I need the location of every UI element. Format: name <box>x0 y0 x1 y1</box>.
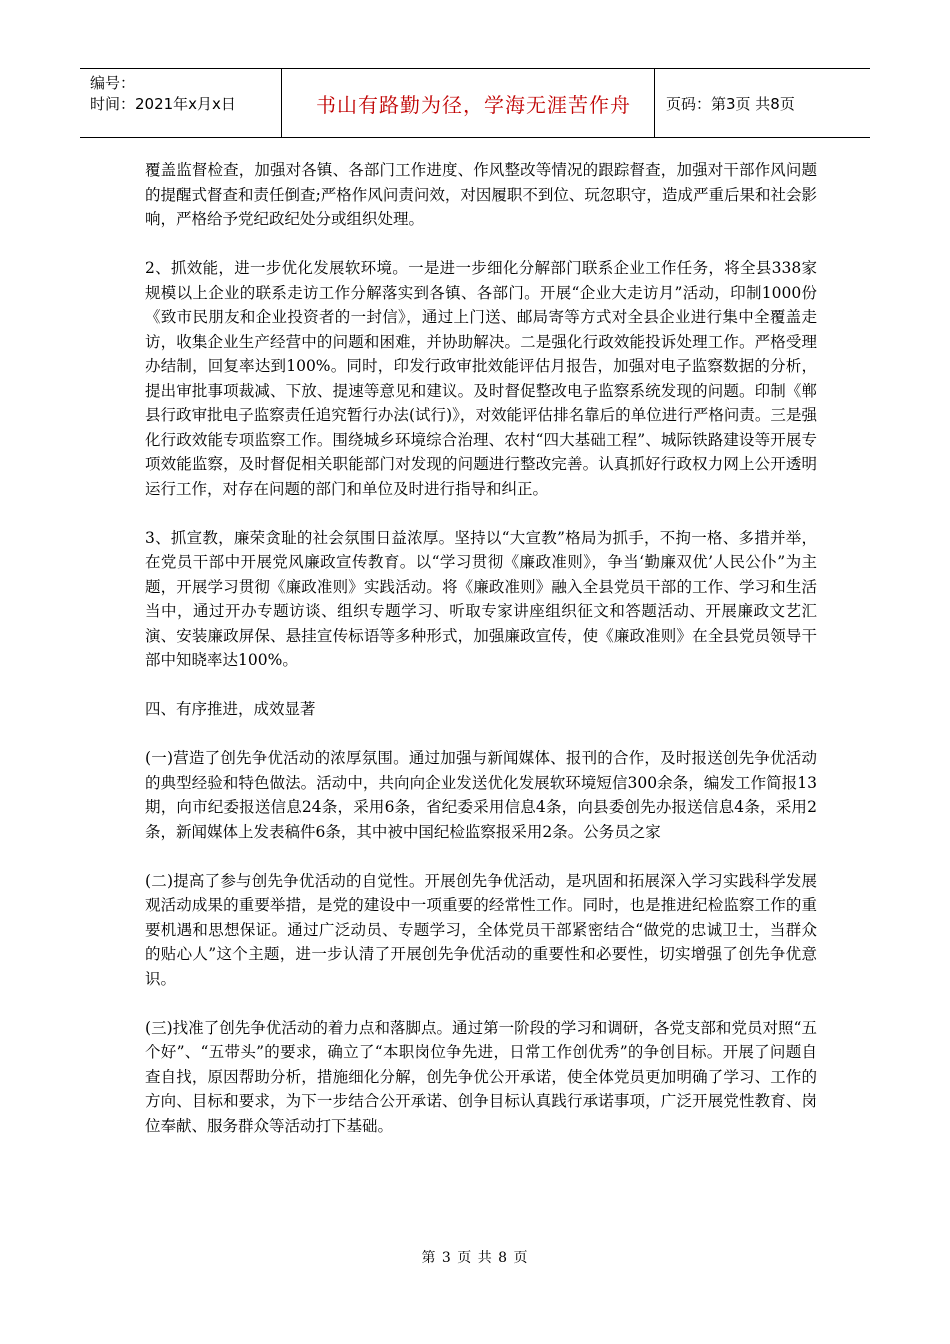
header-meta <box>90 73 236 115</box>
page-footer: 第 3 页 共 8 页 <box>421 1250 529 1266</box>
header-divider-left <box>281 69 282 137</box>
paragraph-atmosphere: (一)营造了创先争优活动的浓厚氛围。通过加强与新闻媒体、报刊的合作，及时报送创先争优活动的典型经验和特色做法。活动中，共向向企业发送优化发展软环境短信300余条，编发工作简报13期，向市纪委报送信息24条，采用6条，省纪委采用信息4条，向县委创先办报送信息4条，采用2条，新闻媒体上发表稿件6条，其中被中国纪检监察报采用2条。公务员之家 <box>145 749 817 841</box>
document-number-label: 编号： <box>90 74 136 92</box>
document-date-label: 时间：2021年x月x日 <box>90 95 236 113</box>
paragraph-continuation: 覆盖监督检查，加强对各镇、各部门工作进度、作风整改等情况的跟踪督查，加强对干部作风问题的提醒式督查和责任倒查;严格作风问责问效，对因履职不到位、玩忽职守，造成严重后果和社会影响，严格给予党纪政纪处分或组织处理。 <box>145 161 817 228</box>
page-header <box>80 68 870 138</box>
paragraph-awareness: (二)提高了参与创先争优活动的自觉性。开展创先争优活动，是巩固和拓展深入学习实践科学发展观活动成果的重要举措，是党的建设中一项重要的经常性工作。同时，也是推进纪检监察工作的重要机遇和思想保证。通过广泛动员、专题学习，全体党员干部紧密结合“做党的忠诚卫士，当群众的贴心人”这个主题，进一步认清了开展创先争优活动的重要性和必要性，切实增强了创先争优意识。 <box>145 871 817 988</box>
paragraph-education: 3、抓宣教，廉荣贪耻的社会氛围日益浓厚。坚持以“大宣教”格局为抓手，不拘一格、多措并举，在党员干部中开展党风廉政宣传教育。以“学习贯彻《廉政准则》，争当‘勤廉双优’人民公仆”为主题，开展学习贯彻《廉政准则》实践活动。将《廉政准则》融入全县党员干部的工作、学习和生活当中，通过开办专题访谈、组织专题学习、听取专家讲座组织征文和答题活动、开展廉政文艺汇演、安装廉政屏保、悬挂宣传标语等多种形式，加强廉政宣传，使《廉政准则》在全县党员领导干部中知晓率达100%。 <box>145 528 817 669</box>
header-divider-right <box>654 69 655 137</box>
paragraph-efficiency: 2、抓效能，进一步优化发展软环境。一是进一步细化分解部门联系企业工作任务，将全县338家规模以上企业的联系走访工作分解落实到各镇、各部门。开展“企业大走访月”活动，印制1000份《致市民朋友和企业投资者的一封信》，通过上门送、邮局寄等方式对全县企业进行集中全覆盖走访，收集企业生产经营中的问题和困难，并协助解决。二是强化行政效能投诉处理工作。严格受理办结制，回复率达到100%。同时，印发行政审批效能评估月报告，加强对电子监察数据的分析，提出审批事项裁减、下放、提速等意见和建议。及时督促整改电子监察系统发现的问题。印制《郸县行政审批电子监察责任追究暂行办法(试行)》，对效能评估排名靠后的单位进行严格问责。三是强化行政效能专项监察工作。围绕城乡环境综合治理、农村“四大基础工程”、城际铁路建设等开展专项效能监察，及时督促相关职能部门对发现的问题进行整改完善。认真抓好行政权力网上公开透明运行工作，对存在问题的部门和单位及时进行指导和纠正。 <box>145 259 817 498</box>
section-heading: 四、有序推进，成效显著 <box>145 700 316 718</box>
header-page-number: 页码：第3页 共8页 <box>666 94 795 113</box>
document-body <box>145 158 817 1163</box>
paragraph-focus: (三)找准了创先争优活动的着力点和落脚点。通过第一阶段的学习和调研，各党支部和党员对照“五个好”、“五带头”的要求，确立了“本职岗位争先进，日常工作创优秀”的争创目标。开展了问题自查自找，原因帮助分析，措施细化分解，创先争优公开承诺，使全体党员更加明确了学习、工作的方向、目标和要求，为下一步结合公开承诺、创争目标认真践行承诺事项，广泛开展党性教育、岗位奉献、服务群众等活动打下基础。 <box>145 1018 817 1135</box>
header-motto: 书山有路勤为径，学海无涯苦作舟 <box>316 92 631 117</box>
